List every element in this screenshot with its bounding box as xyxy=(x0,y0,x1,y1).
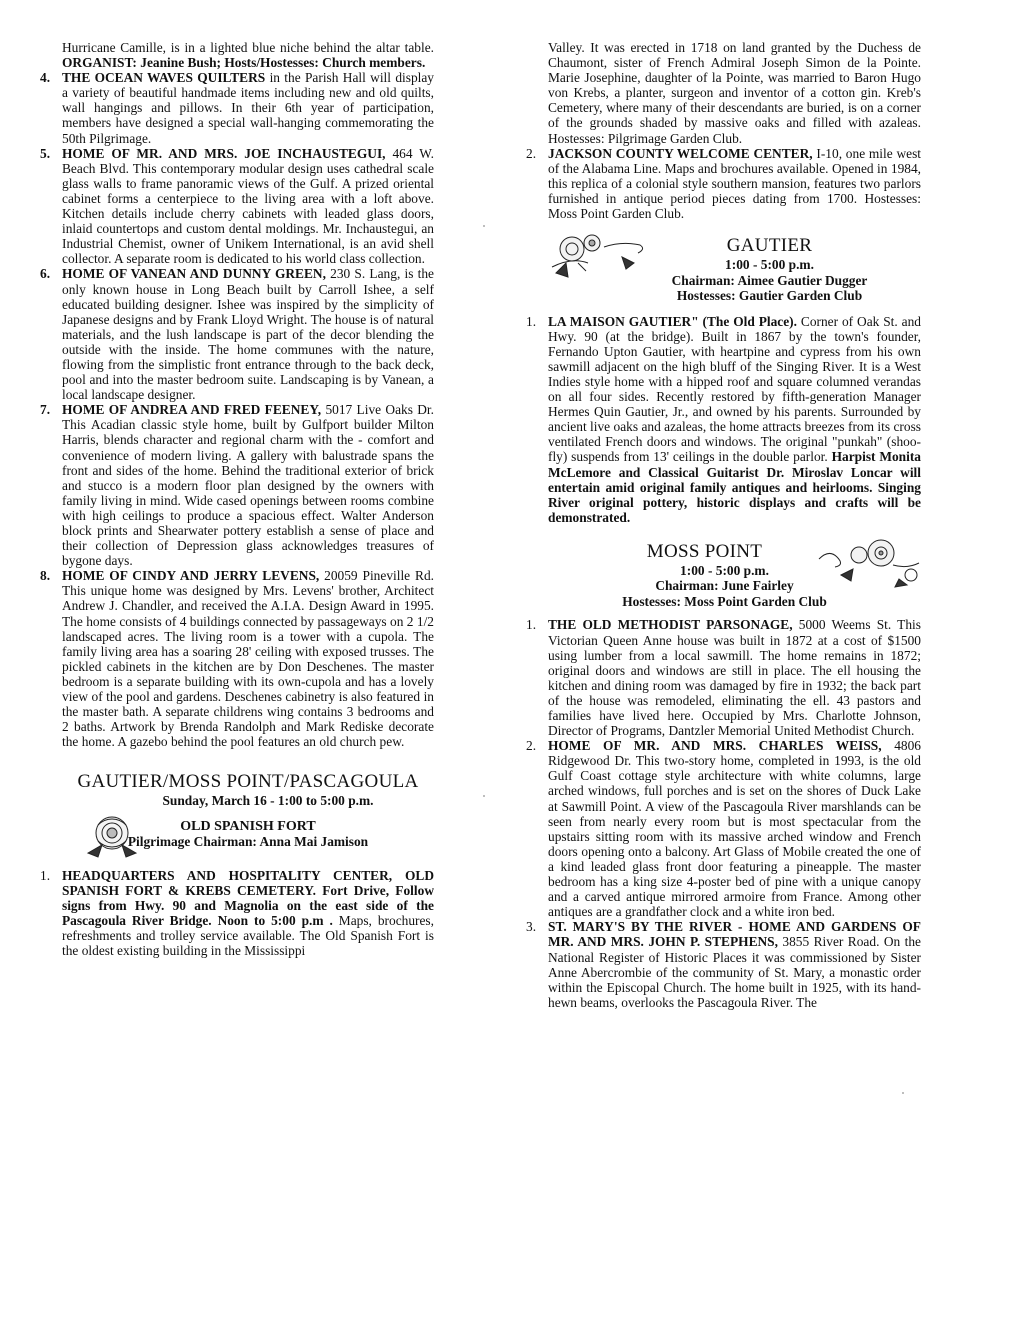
gautier-chairman: Chairman: Aimee Gautier Dugger xyxy=(671,272,868,288)
moss-point-item-list xyxy=(526,617,921,1010)
moss-point-time: 1:00 - 5:00 p.m. xyxy=(680,562,769,578)
section-date: Sunday, March 16 - 1:00 to 5:00 p.m. xyxy=(162,793,374,809)
section-subtitle: OLD SPANISH FORT xyxy=(180,818,316,834)
list-item: 3. ST. MARY'S BY THE RIVER - HOME AND GARDENS OF MR. AND MRS. JOHN P. STEPHENS, 3855 River Road. On the National Register of Historic Places it was commissioned by Sister Anne Abercrombie of the community of St. Mary, a monastic order within the Episcopal Church. The home built in 1925, with its hand-hewn beams, overlooks the Pascagoula River. The xyxy=(526,919,921,1010)
left-item-list xyxy=(40,70,435,750)
continued-paragraph: Valley. It was erected in 1718 on land granted by the Duchess de Chaumont, sister of French Admiral Joseph Simon de la Pointe. Marie Josephine, daughter of la Pointe, was married to Baron Hugo von Krebs, a planter, surgeon and inventor of a cotton gin. Kreb's Cemetery, where many of their descendants are buried, is on a corner of the grounds shaded by massive oaks and filled with azaleas. Hostesses: Pilgrimage Garden Club. xyxy=(548,40,921,146)
section-header-moss-point xyxy=(548,541,921,610)
list-item: 2. HOME OF MR. AND MRS. CHARLES WEISS, 4806 Ridgewood Dr. This two-story home, completed in 1993, is the old Gulf Coast cottage style architecture with white columns, large arched windows, full porches and is set on the shores of Duck Lake at Sawmill Point. A view of the Pascagoula River marshlands can be seen from nearly every room but is most spectacular from the upstairs sitting room with its massive arched window and French doors opening onto a balcony. Art Glass of Mobile created the one of a kind leaded glass front door featuring a pineapple. The master bedroom has a king size 4-poster bed of pine with a unique canopy and a carved antique mirrored armoire from France. Among other antiques are a grandfather clock and a white iron bed. xyxy=(526,738,921,920)
list-item-la-maison-gautier: 1. LA MAISON GAUTIER" (The Old Place). Corner of Oak St. and Hwy. 90 (at the bridge). Built in 1867 by the town's founder, Fernando Upton Gautier, with heartpine and cypress from his own sawmill adjacent on the high bluff of the Singing River. It is a West Indies style home with a hipped roof and square columned verandas on all four sides. Recently restored by fifth-generation Manager Hermes Quin Gautier, Jr., and owned by his parents. Surrounded by ancient live oaks and azaleas, the home attracts breezes from its cross ventilated French doors and windows. The original "punkah" (shoo-fly) suspends from 13' ceilings in the double parlor. Harpist Monita McLemore and Classical Guitarist Dr. Miroslav Loncar will entertain amid original family antiques and heirlooms. Singing River original pottery, historic displays and crafts will be demonstrated. xyxy=(526,313,921,525)
scan-speck xyxy=(483,795,485,797)
scan-speck xyxy=(483,225,485,227)
section-header-gautier-moss-point-pascagoula xyxy=(62,771,434,850)
list-item-welcome-center: 2. JACKSON COUNTY WELCOME CENTER, I-10, one mile west of the Alabama Line. Maps and brochures available. Opened in 1984, this replica of a colonial style southern mansion, features two parlors furnished in antique period pieces dating from 1700. Hostesses: Moss Point Garden Club. xyxy=(526,145,921,222)
section-header-gautier xyxy=(548,235,921,304)
section-chairman: Pilgrimage Chairman: Anna Mai Jamison xyxy=(127,834,369,850)
intro-paragraph: Hurricane Camille, is in a lighted blue niche behind the altar table. ORGANIST: Jeanine Bush; Hosts/Hostesses: Church members. xyxy=(62,40,434,71)
moss-point-hostesses: Hostesses: Moss Point Garden Club xyxy=(622,593,827,609)
moss-point-chairman: Chairman: June Fairley xyxy=(655,578,794,594)
list-item: 8. HOME OF CINDY AND JERRY LEVENS, 20059 Pineville Rd. This unique home was designed by Mrs. Levens' brother, Architect Andrew J. Chandler, and received the A.I.A. Design Award in 1995. The home consists of 4 buildings connected by passageways on 2 1/2 landscaped acres. The living room is a tower with a cupola. The family living area has a soaring 28' ceiling with exposed trusses. The pickled cabinets in the kitchen are by Don Deschenes. The master bedroom is a separate building with its own-cupola and has a lovely view of the pool and gardens. Deschenes cabinetry is also featured in the master bath. A separate childrens wing contains 3 bedrooms and 2 baths. Artwork by Brenda Randolph and Mark Rediske decorate the home. A gazebo behind the pool features an old church pew. xyxy=(40,568,434,750)
gautier-hostesses: Hostesses: Gautier Garden Club xyxy=(676,288,863,304)
section-title: GAUTIER/MOSS POINT/PASCAGOULA xyxy=(77,771,419,793)
gautier-time: 1:00 - 5:00 p.m. xyxy=(725,257,814,273)
gautier-title: GAUTIER xyxy=(726,235,813,257)
list-item: 1. THE OLD METHODIST PARSONAGE, 5000 Weems St. This Victorian Queen Anne house was built in 1872 at a cost of $1500 using lumber from a local sawmill. The home remains in 1872; original doors and windows are still in place. The ell housing the kitchen and dining room was damaged by fire in 1932; the back part of the house was remodeled, eliminating the ell. 43 pastors and families have lived here. Occupied by Mrs. Charlotte Johnson, Director of Programs, Dantzler Memorial United Methodist Church. xyxy=(526,617,921,739)
list-item: 7. HOME OF ANDREA AND FRED FEENEY, 5017 Live Oaks Dr. This Acadian classic style home, built by Gulfport builder Milton Harris, blends character and regional charm with the - comfort and convenience of modern living. A gallery with balustrade spans the front and sides of the home. Behind the traditional exterior of brick and stucco is a modern floor plan designed by the owners with family living in mind. Wide cased openings between rooms combine with high ceilings to produce a spacious effect. Walter Anderson block prints and Shearwater pottery establish a sense of place and their collection of Depression glass acknowledges treasures of bygone days. xyxy=(40,402,435,569)
moss-point-title: MOSS POINT xyxy=(646,540,763,562)
camellia-flower-icon xyxy=(84,811,142,863)
list-item: 6. HOME OF VANEAN AND DUNNY GREEN, 230 S. Lang, is the only known house in Long Beach built by Carroll Ishee, a self educated building designer. Ishee was inspired by the simplicity of Japanese designs and by Frank Lloyd Wright. The house is of natural materials, and the lush landscape is part of the decor blending the outside with the inside. The home communes with the nature, flowing from the simplistic front entrance through to the back deck, pool and into the master bedroom suite. Landscaping is by Vanean, a local landscape designer. xyxy=(40,266,434,403)
flower-spray-icon xyxy=(815,535,925,591)
flower-spray-icon xyxy=(542,227,652,283)
right-column xyxy=(526,40,921,1010)
list-item: 5. HOME OF MR. AND MRS. JOE INCHAUSTEGUI, 464 W. Beach Blvd. This contemporary modular design uses cathedral scale glass walls to frame panoramic views of the Gulf. A prized oriental cabinet forms a centerpiece to the living area with a loft above. Kitchen details include cherry cabinets with leaded glass doors, inlaid countertops and custom dental moldings. Mr. Inchaustegui, an Industrial Chemist, owner of Unikem International, is an avid shell collector. A separate room is dedicated to his world class collection. xyxy=(40,145,434,267)
left-column xyxy=(40,40,435,959)
list-item-headquarters: 1. HEADQUARTERS AND HOSPITALITY CENTER, OLD SPANISH FORT & KREBS CEMETERY. Fort Drive, Follow signs from Hwy. 90 and Magnolia on the east side of the Pascagoula River Bridge. Noon to 5:00 p.m . Maps, brochures, refreshments and trolley service available. The Old Spanish Fort is the oldest existing building in the Mississippi xyxy=(40,867,434,959)
scan-speck xyxy=(902,1092,904,1094)
list-item: 4. THE OCEAN WAVES QUILTERS in the Parish Hall will display a variety of beautiful handmade items including new and old quilts, wall hangings and pillows. In their 6th year of participation, members have designed a special wall-hanging commemorating the 50th Pilgrimage. xyxy=(40,70,434,146)
